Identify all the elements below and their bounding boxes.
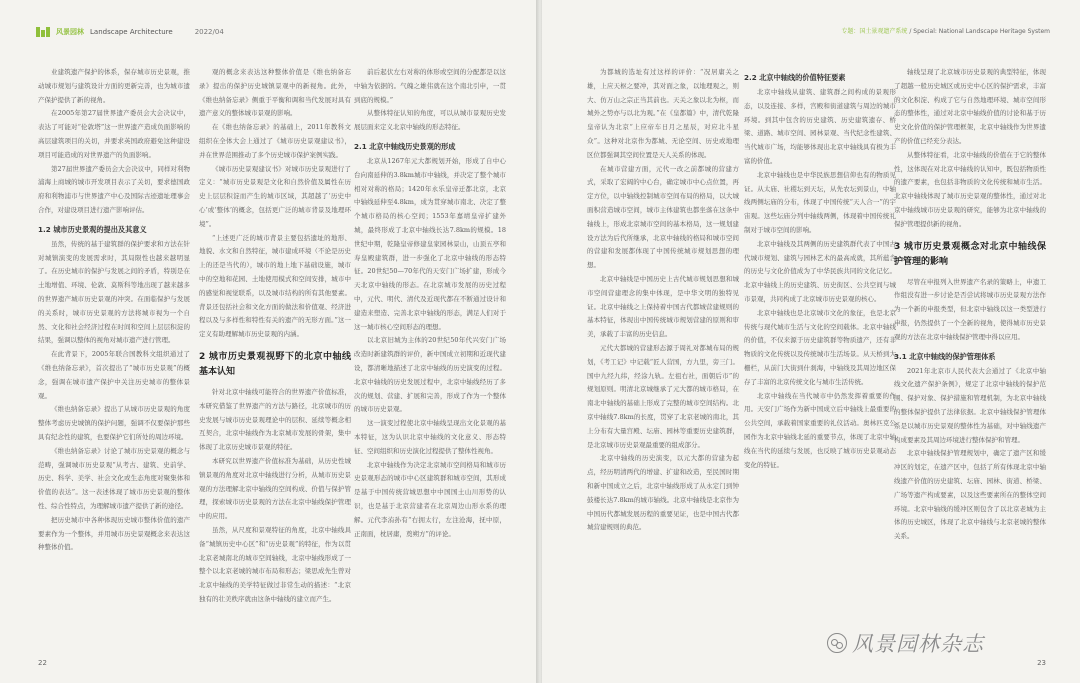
right-column-1 [587,66,739,646]
paragraph: 这一演变过程使北京中轴线呈现出文化景观的基本特征，这为认识北京中轴线的文化意义、形态特征、空间组织和历史演化过程提供了整体性视角。 [354,419,506,455]
issue-number: 2022/04 [194,28,224,36]
left-column-1 [38,66,190,646]
paragraph: 第27届世界遗产委员会大会决议中，同样对利物浦海上商城的城市开发项目表示了关切，要求德国政府和利物浦市与世界遗产中心及国际古迹遗址理事会合作，对建设项目进行遗产影响评估。 [38,164,190,214]
chapter-heading: 3 城市历史景观概念对北京中轴线保护管理的影响 [894,241,1046,267]
paragraph: 北京从1267年元大都规划开始，形成了自中心台向南延伸的3.8km城市中轴线，并决定了整个城市相对对称的格局；1420年永乐皇帝迁都北京，北京中轴线延伸至4.8km，成为贯穿城市南北、决定了整个城市格局的核心空间；1553年嘉靖皇帝扩建外城，最终形成了北京中轴线长达7.8km的规模。18世纪中期，乾隆皇帝修建皇家园林景山，山顶五亭和寿皇殿建筑群，进一步强化了北京中轴线的形态特征。20世纪50—70年代的天安门广场扩建，形成今天北京中轴线的形态。在北京城市发展的历史过程中，元代、明代、清代及近现代都在不断通过设计和建造来塑造、完善北京中轴线的形态，满足人们对于这一城市核心空间形态的理想。 [354,156,506,331]
right-column-2 [744,66,896,646]
paragraph: 业建筑遗产保护的体系，保存城市历史景观，推动城市规划与建筑设计方面的更新完善，也为城市遗产保护提供了新的视角。 [38,68,190,104]
paragraph: 《维也纳备忘录》讨论了城市历史景观的概念与范畴，强调城市历史景观“从考古、建筑、史前学、历史、科学、美学、社会文化或生态角度对聚集体和价值的表达”。这一表述体现了城市历史景观的整体性、综合性特点，为理解城市遗产提供了新的途径。 [38,446,190,510]
paragraph: 轴线呈现了北京城市历史景观的典型特征，体现了超越一般历史城区或历史中心区的保护需求，丰富的文化积淀、构成了它与自然地理环境、城市空间形态的整体性，通过对北京中轴线价值的讨论和基于历史文化价值的保护管理框架，北京中轴线作为世界遗产的价值已经充分表达。 [894,68,1046,145]
running-header-left [36,26,224,38]
paragraph: 《维也纳备忘录》提出了从城市历史景观的角度整体考虑历史城镇的保护问题，强调不仅要保护那些具有纪念性的建筑，也要保护它们所处的周边环境。 [38,405,190,441]
section-title-cn: 专题：国土景观遗产系统 [841,28,908,35]
paragraph: 北京中轴线也是中华民族思想信仰也有的物质见证。从太庙、社稷坛到天坛，从先农坛到景山，中轴线两侧坛庙的分布，体现了中国传统“天人合一”的宇宙观。这些坛庙分列中轴线两侧，体现着中国传统礼制对于城市空间的影响。 [744,170,896,234]
paragraph: 虽然，从尺度和景观特征的角度，北京中轴线具备“城镇历史中心区”和“历史景观”的特征，作为以贯北京老城南北的城市空间轴线，北京中轴线形成了一整个以北京老城的城市布局和形态；梁思成先生曾对北京中轴线的美学特征做过非常生动的描述：“北京独有的壮美秩序就由这条中轴线的建立而产生。 [199,525,351,603]
paragraph: 元代大都城的营建形态源于周礼对都城布局的规划，《考工记》中记载“匠人营国，方九里，旁三门。国中九经九纬，经涂九轨。左祖右社，面朝后市”的规划原则。明清北京城继承了元大都的城市格局，在南北中轴线的基础上形成了完整的城市空间结构。北京中轴线7.8km的长度，贯穿了北京老城的南北，其上分布有大量宫殿、坛庙、园林等重要历史建筑群，是北京城市历史景观最重要的组成部分。 [587,343,739,449]
paragraph: 针对北京中轴线可能符合的世界遗产价值标准，本研究借鉴了世界遗产的方法与路径，北京城市的历史发展与城市历史景观理论中的层积、延续等概念相互契合，北京中轴线作为北京城市发展的骨架，集中体现了北京历史城市景观的特征。 [199,387,351,452]
wechat-icon [827,633,847,653]
paragraph: 北京中轴线及其两侧的历史建筑群代表了中国古代城市规划、建筑与园林艺术的最高成就，其所蕴含的历史与文化价值成为了中华民族共同的文化记忆。北京中轴线上的历史建筑、历史街区、公共空间与城市景观，共同构成了北京城市历史景观的核心。 [744,239,896,303]
left-page [0,0,538,683]
paragraph: 从整体特征看，北京中轴线的价值在于它的整体性，这体现在对北京中轴线的认知中，既包括物质性的遗产要素，也包括非物质的文化传统和城市生活。北京中轴线体现了城市历史景观的整体性，通过对北京中轴线城市历史景观的研究，能够为北京中轴线的保护管理提供新的视角。 [894,150,1046,228]
journal-logo-icon [36,27,50,37]
left-column-3 [354,66,506,646]
paragraph: 北京中轴线作为决定北京城市空间格局和城市历史景观形态的城市中心区建筑群和城市空间，其形成是基于中国传统营城思想中中国国土山川形势的认识，也是基于北京营建者在北京周边山形水系的理解。元代李洧孙有“右拥太行，左注沧海，抚中原，正南面，枕居庸，奠朔方”的评论。 [354,460,506,538]
paragraph: 在此背景下，2005年联合国教科文组织通过了《维也纳备忘录》，首次提出了“城市历史景观”的概念，强调在城市遗产保护中关注历史城市的整体景观。 [38,350,190,400]
section-heading: 2.1 北京中轴线历史景观的形成 [354,141,456,151]
right-page [542,0,1080,683]
paragraph: 前后起伏左右对称的体形或空间的分配都是以这中轴为依据的。气魄之雄伟就在这个南北引申，一贯到底的规模。” [354,68,506,104]
paragraph: 把历史城市中各种体现历史城市整体价值的遗产要素作为一个整体，并用城市历史景观概念来表达这种整体价值。 [38,515,190,552]
wechat-watermark [827,628,984,658]
paragraph: 《城市历史景观建议书》对城市历史景观进行了定义：“城市历史景观是文化和自然价值及属性在历史上层层积淀而产生的城市区域，其超越了‘历史中心’或‘整体’的概念，包括更广泛的城市背景及地理环境”。 [199,164,351,228]
chapter-heading: 2 城市历史景观视野下的北京中轴线基本认知 [199,351,351,377]
running-header-right [841,26,1050,35]
paragraph: 虽然，传统的基于建筑群的保护要求和方法在针对城镇演变的发展需求时，其局限性也越来越明显了。在历史城市的保护与发展之间的矛盾，特别是在土地增值、环境、伦敦、莫斯科等地出现了越来越多的世界遗产城市历史景观的冲突。在面临保护与发展的关系时，城市历史景观的方法将城市视为一个自然、文化和社会经济过程在时间和空间上层层积淀的结果，强调以整体的视角对城市遗产进行管理。 [38,239,190,345]
right-column-3 [894,66,1046,646]
paragraph: 在2005年第27届世界遗产委员会大会决议中，表达了可能对“伦敦塔”这一世界遗产造成负面影响的高层建筑项目的关切，并要求英国政府避免这种建设项目可能造成的对世界遗产的负面影响。 [38,109,190,159]
paragraph: “上述更广泛的城市背景主要包括遗址的地形、地貌、水文和自然特征，城市建成环境（不论是历史上的还是当代的），城市的地上地下基础设施，城市中的空地和花园、土地使用模式和空间安排，城市中的感觉和视觉联系，以及城市结构的所有其他要素。背景还包括社会和文化方面的做法和价值观、经济进程以及与多样性和特性有关的遗产的无形方面。”这一定义有助理解城市历史景观的内涵。 [199,233,351,339]
paragraph: 为都城的选址有过这样的评价：“况居庸关之雄，上应天枢之要冲，其对面之象，以地理观之，则大、仿万山之宗正当其前也。天关之象以北为枢，而城外之势亦与以北为观。”在《皇都篇》中，清代乾隆皇帝认为北京“上应帝车日月之星辰，对应北斗星众”。这种对北京作为都城、无论空间、历史或地理区位都强调其空间位置是天人关系的体现。 [587,68,739,159]
paragraph: 2021年北京市人民代表大会通过了《北京中轴线文化遗产保护条例》，规定了北京中轴线的保护范围、保护对象、保护措施和管理机制，为北京中轴线的整体保护提供了法律依据。北京中轴线保护管理体系是以城市历史景观的整体性为基础，对中轴线遗产构成要素及其周边环境进行整体保护和管理。 [894,366,1046,444]
section-heading: 1.2 城市历史景观的提出及其意义 [38,224,147,234]
paragraph: 在城市营建方面，元代一改之前都城的营建方式，采取了宏阔的中心台，确定城市中心点位置，再定方位，以中轴线控制城市空间布局的格局，以大城面积营造城市空间，城市主体建筑也都坐落在这条中轴线上，形成北京城市空间的基本格局，这一规划建设方法为后代所继承，北京中轴线的格局和城市空间的营建和发展都体现了中国传统城市规划思想的理想。 [587,164,739,270]
paragraph: 北京中轴线的历史演变，以元大都的营建为起点，经历明清两代的增建、扩建和改造，至民国时期和新中国成立之后，北京中轴线形成了从永定门到钟鼓楼长达7.8km的城市轴线。北京中轴线是北京作为中国历代都城发展历程的重要见证，也是中国古代都城营建规则的典范。 [587,454,739,532]
paragraph: 从整体特征认知的角度，可以从城市景观历史发展层面来定义北京中轴线的形态特征。 [354,109,506,132]
paragraph: 北京中轴线在当代城市中仍然发挥着重要的作用。天安门广场作为新中国成立后中轴线上最重要的公共空间，承载着国家重要的礼仪活动。奥林匹克公园作为北京中轴线北延的重要节点，体现了北京中轴线在当代的延续与发展，也反映了城市历史景观动态变化的特征。 [744,391,896,469]
journal-logo-text: 风景园林 [56,28,84,36]
section-title-en: / Special: National Landscape Heritage System [909,28,1050,35]
paragraph: 北京中轴线是中国历史上古代城市规划思想和城市空间营建理念的集中体现，是中华文明的独特见证。北京中轴线之上保持着中国古代都城营建规则的基本特征，体现出中国传统城市规划营建的原则和审美，承载了丰富的历史信息。 [587,274,739,339]
paragraph: 北京中轴线保护管理规划中，确定了遗产区和缓冲区的划定，在遗产区中，包括了所有体现北京中轴线遗产价值的历史建筑、坛庙、园林、街道、桥梁、广场等遗产构成要素，以及这些要素所在的整体空间环境。北京中轴线的缓冲区则包含了以北京老城为主体的历史城区，体现了北京中轴线与北京老城的整体关系。 [894,449,1046,541]
paragraph: 以北京旧城为主体的20世纪50年代兴安门广场改造时新建筑群的评价，新中国成立初期和近现代建设，都清晰地描述了北京中轴线的历史演变的过程。北京中轴线的历史发展过程中，北京中轴线经历了多次的规划、营建、扩展和完善，形成了作为一个整体的城市历史景观。 [354,336,506,414]
page-number-right: 23 [1037,659,1046,667]
left-column-2 [199,66,351,646]
paragraph: 北京中轴线从建筑、建筑群之间构成的景观形态，以及连接、多样，宫殿和街道建筑与周边的城市环境。到其中包含的历史建筑、历史建筑遗存、桥梁、道路、城市空间、园林景观、当代纪念性建筑、当代城市广场，均能够体现出北京中轴线具有极为丰富的价值。 [744,88,896,165]
paragraph: 本研究以世界遗产价值标准为基础，从历史性城镇景观的角度对北京中轴线进行分析，从城市历史景观的方法理解北京中轴线的空间构成、价值与保护管理，探索城市历史景观的方法在北京中轴线保护管理中的应用。 [199,456,351,521]
section-heading: 3.1 北京中轴线的保护管理体系 [894,351,996,361]
journal-name: Landscape Architecture [90,28,173,36]
paragraph: 观的概念来表达这种整体价值是《维也纳备忘录》提出的保护历史城镇景观中的新视角。此外，《维也纳备忘录》侧重于平衡和调和当代发展对具有遗产意义的整体城市景观的影响。 [199,68,351,118]
paragraph: 北京中轴线也是北京城市文化的象征，也是北京传统与现代城市生活与文化的空间载体。北京中轴线的价值，不仅来源于历史建筑群等物质遗产，还有非物质的文化传统以及传统城市生活场景。从天桥到大栅栏，从前门大街到什刹海，中轴线及其周边地区保存了丰富的北京传统文化与城市生活传统。 [744,308,896,386]
section-heading: 2.2 北京中轴线的价值特征要素 [744,73,846,82]
watermark-text: 风景园林杂志 [852,632,984,656]
page-number-left: 22 [38,659,47,667]
paragraph: 在《维也纳备忘录》的基础上，2011年教科文组织在全体大会上通过了《城市历史景观建议书》，并在世界范围推动了多个历史城市保护案例实践。 [199,123,351,159]
paragraph: 尽管在申报列入世界遗产名录的策略上，申遗工作组没有进一步讨论是否尝试将城市历史景观方法作为一个新的申报类型，但北京中轴线以这一类型进行申报，仍然提供了一个全新的视角，使得城市历史景观的方法在北京中轴线保护管理中得以应用。 [894,277,1046,341]
